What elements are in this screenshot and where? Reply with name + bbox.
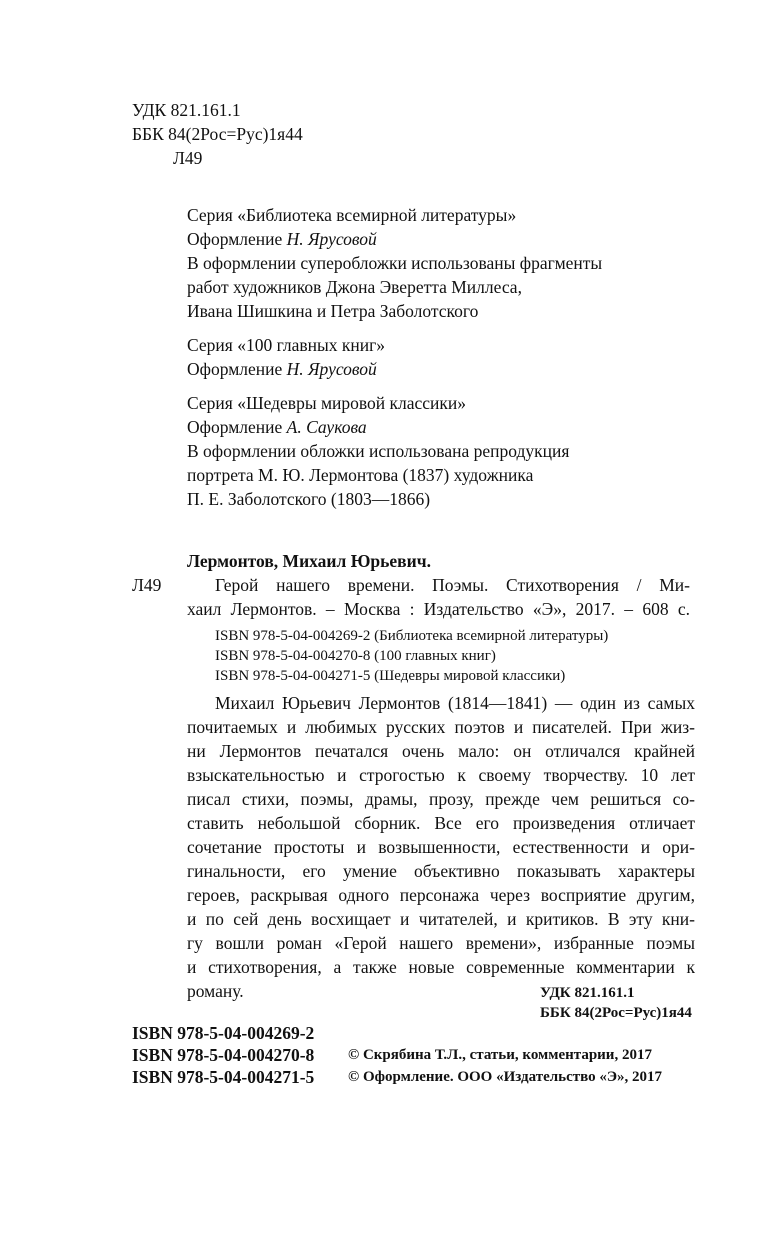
annotation-line: ни Лермонтов печатался очень мало: он отличался крайней bbox=[187, 741, 695, 761]
footer-isbn: ISBN 978-5-04-004270-8 bbox=[132, 1045, 315, 1065]
annotation-line: сочетание простоты и возвышенности, естественности и ори- bbox=[187, 837, 695, 857]
annotation-paragraph bbox=[187, 691, 695, 1003]
copyright-line: © Оформление. ООО «Издательство «Э», 2017 bbox=[348, 1069, 663, 1085]
copyright-line: © Скрябина Т.Л., статьи, комментарии, 2017 bbox=[348, 1047, 652, 1063]
series-note: В оформлении обложки использована репродукция bbox=[187, 441, 570, 461]
author-heading: Лермонтов, Михаил Юрьевич. bbox=[187, 551, 431, 571]
annotation-line: гинальности, его умение объективно показывать характеры bbox=[187, 861, 695, 881]
series-note: Ивана Шишкина и Петра Заболотского bbox=[187, 301, 479, 321]
isbn-line: ISBN 978-5-04-004269-2 (Библиотека всемирной литературы) bbox=[215, 628, 609, 644]
series-design bbox=[187, 357, 377, 381]
footer-bbk: ББК 84(2Рос=Рус)1я44 bbox=[540, 1005, 692, 1021]
record-mark: Л49 bbox=[132, 575, 162, 595]
isbn-line: ISBN 978-5-04-004270-8 (100 главных книг) bbox=[215, 648, 496, 664]
isbn-line: ISBN 978-5-04-004271-5 (Шедевры мировой классики) bbox=[215, 668, 566, 684]
series-title: Серия «100 главных книг» bbox=[187, 335, 386, 355]
footer-isbn: ISBN 978-5-04-004269-2 bbox=[132, 1023, 315, 1043]
bbk-code: ББК 84(2Рос=Рус)1я44 bbox=[132, 124, 303, 144]
footer-udk: УДК 821.161.1 bbox=[540, 985, 635, 1001]
author-mark: Л49 bbox=[173, 148, 203, 168]
annotation-last-line: роману. bbox=[187, 981, 244, 1001]
annotation-line: и по сей день восхищает и читателей, и критиков. В эту кни- bbox=[187, 909, 695, 929]
series-title: Серия «Библиотека всемирной литературы» bbox=[187, 205, 517, 225]
annotation-line: Михаил Юрьевич Лермонтов (1814—1841) — один из самых bbox=[215, 693, 695, 713]
design-prefix: Оформление bbox=[187, 229, 287, 249]
annotation-line: почитаемых и любимых русских поэтов и писателей. При жиз- bbox=[187, 717, 695, 737]
series-design bbox=[187, 415, 367, 439]
designer-name: Н. Ярусовой bbox=[286, 359, 377, 379]
annotation-line: взыскательностью и строгостью к своему творчеству. 10 лет bbox=[187, 765, 695, 785]
annotation-line: писал стихи, поэмы, драмы, прозу, прежде чем решиться со- bbox=[187, 789, 695, 809]
record-title-line: Герой нашего времени. Поэмы. Стихотворения / Ми- bbox=[215, 575, 690, 595]
annotation-line: героев, раскрывая одного персонажа через восприятие другим, bbox=[187, 885, 695, 905]
designer-name: А. Саукова bbox=[286, 417, 367, 437]
series-note: работ художников Джона Эверетта Миллеса, bbox=[187, 277, 522, 297]
footer-isbn: ISBN 978-5-04-004271-5 bbox=[132, 1067, 315, 1087]
design-prefix: Оформление bbox=[187, 359, 287, 379]
series-note: портрета М. Ю. Лермонтова (1837) художника bbox=[187, 465, 534, 485]
series-note: П. Е. Заболотского (1803—1866) bbox=[187, 489, 431, 509]
designer-name: Н. Ярусовой bbox=[286, 229, 377, 249]
record-title-line: хаил Лермонтов. – Москва : Издательство «Э», 2017. – 608 с. bbox=[187, 599, 690, 619]
annotation-line: гу вошли роман «Герой нашего времени», избранные поэмы bbox=[187, 933, 695, 953]
udk-code: УДК 821.161.1 bbox=[132, 100, 241, 120]
annotation-line: и стихотворения, а также новые современные комментарии к bbox=[187, 957, 695, 977]
series-title: Серия «Шедевры мировой классики» bbox=[187, 393, 467, 413]
series-design bbox=[187, 227, 377, 251]
series-note: В оформлении суперобложки использованы фрагменты bbox=[187, 253, 603, 273]
annotation-line: ставить небольшой сборник. Все его произведения отличает bbox=[187, 813, 695, 833]
design-prefix: Оформление bbox=[187, 417, 287, 437]
